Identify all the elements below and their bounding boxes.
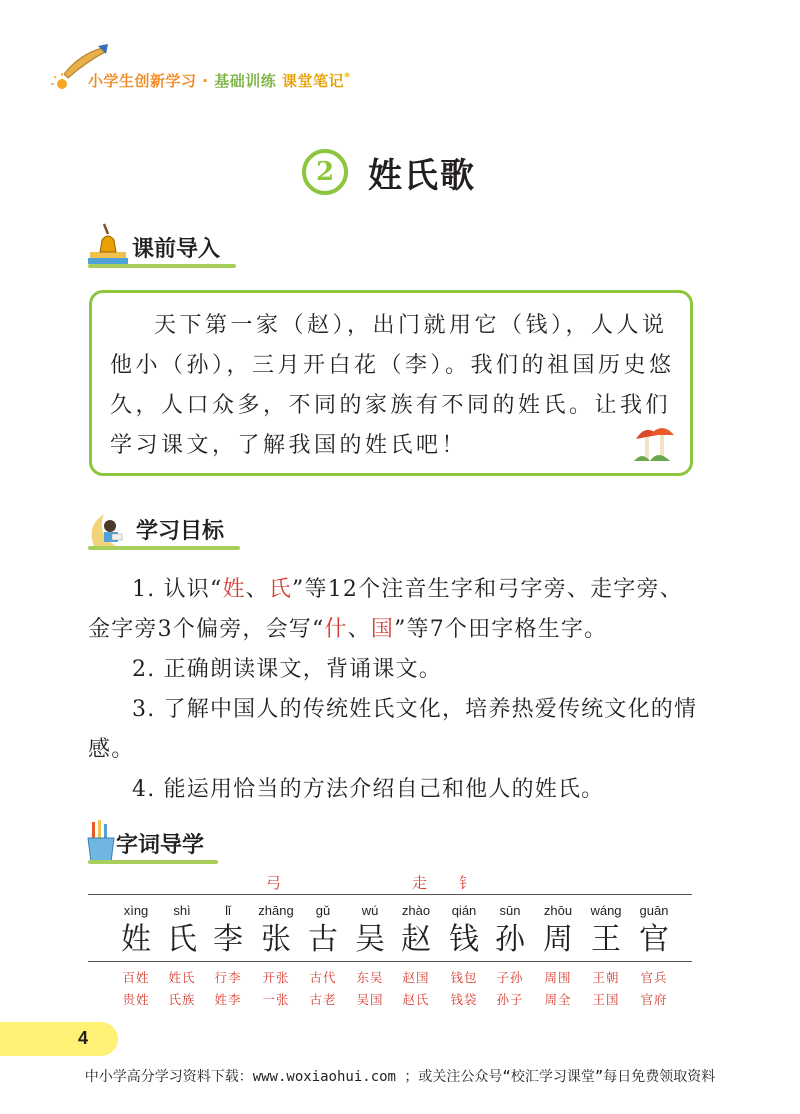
- goal-text: ”等7个田字格生字。: [394, 617, 608, 642]
- highlight-char: 国: [370, 617, 395, 642]
- header-series-title: [88, 70, 351, 91]
- example-word: 赵氏: [402, 992, 430, 1007]
- hanzi: 孙: [495, 922, 525, 957]
- section-header-words: [86, 820, 236, 860]
- hanzi: 李: [213, 922, 243, 957]
- hanzi: 张: [261, 922, 291, 957]
- pinyin: xìng: [123, 903, 149, 918]
- goal-text: ”等12个注音生字和弓字旁、走字旁、金字旁3个偏旁，会写“: [88, 577, 683, 642]
- header-separator: ·: [202, 72, 209, 90]
- section-title-words: 字词导学: [116, 833, 205, 858]
- example-word: 吴国: [356, 992, 384, 1007]
- example-word: 百姓: [122, 970, 150, 985]
- highlight-char: 氏: [268, 577, 293, 602]
- table-bottom-rule: [88, 961, 692, 962]
- header-star: *: [343, 70, 351, 84]
- example-word: 钱包: [450, 970, 478, 985]
- goal-text: 、: [245, 577, 269, 602]
- example-word: 古老: [309, 992, 337, 1007]
- section-underline: [88, 264, 236, 268]
- lesson-title-text: 姓氏歌: [368, 155, 476, 196]
- example-word: 姓李: [214, 992, 242, 1007]
- intro-box: [89, 290, 693, 476]
- hanzi: 钱: [449, 922, 479, 957]
- pinyin: shì: [173, 903, 191, 918]
- example-word: 官府: [640, 992, 668, 1007]
- radical-zou: 走: [412, 874, 428, 892]
- char-column: [252, 902, 300, 960]
- hanzi: 王: [591, 922, 621, 957]
- pinyin: lǐ: [225, 903, 231, 918]
- download-footer: 中小学高分学习资料下载：www.woxiaohui.com ；或关注公众号“校汇学习课堂”每日免费领取资料: [84, 1069, 716, 1085]
- example-word: 官兵: [640, 970, 668, 985]
- char-column: [630, 902, 678, 960]
- table-top-rule: [88, 894, 692, 895]
- goal-item-2: 2. 正确朗读课文，背诵课文。: [132, 657, 442, 682]
- example-word: 钱袋: [450, 992, 478, 1007]
- char-column: [534, 902, 582, 960]
- lesson-number-badge: 2: [302, 149, 348, 195]
- hanzi: 官: [639, 922, 669, 957]
- example-word: 一张: [262, 992, 290, 1007]
- hanzi: 吴: [355, 922, 385, 957]
- radical-gong: 弓: [266, 874, 282, 892]
- char-column: [204, 902, 252, 960]
- page-number-tab: [0, 1022, 118, 1056]
- section-underline: [88, 860, 218, 864]
- radical-jin: 钅: [459, 874, 475, 892]
- char-column: [582, 902, 630, 960]
- char-column: [486, 902, 534, 960]
- highlight-char: 姓: [222, 577, 246, 602]
- bell-on-books-icon: [86, 222, 130, 268]
- example-word: 赵国: [402, 970, 430, 985]
- hanzi: 古: [308, 922, 338, 957]
- pinyin: zhāng: [258, 903, 294, 918]
- pencil-cup-icon: [86, 820, 116, 864]
- example-word: 姓氏: [168, 970, 196, 985]
- hanzi: 氏: [167, 922, 197, 957]
- char-column: [299, 902, 347, 960]
- hanzi: 周: [543, 922, 573, 957]
- example-word: 贵姓: [122, 992, 150, 1007]
- example-word: 东吴: [356, 970, 384, 985]
- header-part3: 课堂笔记: [281, 72, 344, 90]
- char-column: [440, 902, 488, 960]
- example-word: 王国: [592, 992, 620, 1007]
- mushroom-icon: [630, 421, 676, 465]
- char-column: [158, 902, 206, 960]
- goal-item-4: 4. 能运用恰当的方法介绍自己和他人的姓氏。: [132, 777, 605, 802]
- highlight-char: 什: [324, 617, 348, 642]
- example-word: 开张: [262, 970, 290, 985]
- hanzi: 姓: [121, 922, 151, 957]
- header-part2: 基础训练: [214, 72, 277, 90]
- section-header-goals: [86, 506, 256, 546]
- example-word: 周全: [544, 992, 572, 1007]
- pinyin: sūn: [499, 903, 521, 918]
- section-header-intro: [86, 222, 246, 262]
- char-column: [112, 902, 160, 960]
- pinyin: qián: [451, 903, 477, 918]
- section-title-intro: 课前导入: [132, 237, 221, 262]
- example-word: 行李: [214, 970, 242, 985]
- goal-text: 、: [347, 617, 371, 642]
- page-number: 4: [78, 1028, 89, 1048]
- goal-item-1: [88, 570, 700, 650]
- lesson-title: [302, 148, 476, 196]
- header-part1: 小学生创新学习: [88, 72, 197, 90]
- intro-paragraph: 天下第一家（赵），出门就用它（钱），人人说他小（孙），三月开白花（李）。我们的祖国历史悠久，人口众多，不同的家族有不同的姓氏。让我们学习课文，了解我国的姓氏吧！: [110, 313, 675, 458]
- goal-item-3: 3. 了解中国人的传统姓氏文化，培养热爱传统文化的情感。: [88, 697, 698, 762]
- section-title-goals: 学习目标: [136, 519, 225, 544]
- char-column: [392, 902, 440, 960]
- hanzi: 赵: [401, 922, 431, 957]
- example-word: 孙子: [496, 992, 524, 1007]
- learning-goals: [88, 570, 700, 810]
- example-word: 王朝: [592, 970, 620, 985]
- section-underline: [88, 546, 240, 550]
- pinyin: guān: [639, 903, 669, 918]
- example-word: 周围: [544, 970, 572, 985]
- pinyin: wú: [361, 903, 379, 918]
- pinyin: zhōu: [543, 903, 573, 918]
- example-word: 氏族: [168, 992, 196, 1007]
- example-word: 古代: [309, 970, 337, 985]
- char-column: [346, 902, 394, 960]
- pinyin: gǔ: [315, 903, 331, 918]
- pinyin: zhào: [401, 903, 431, 918]
- goal-text: 1. 认识“: [132, 577, 223, 602]
- character-table: [88, 866, 692, 1016]
- book-header: [50, 44, 470, 94]
- pinyin: wáng: [590, 903, 622, 918]
- example-word: 子孙: [496, 970, 524, 985]
